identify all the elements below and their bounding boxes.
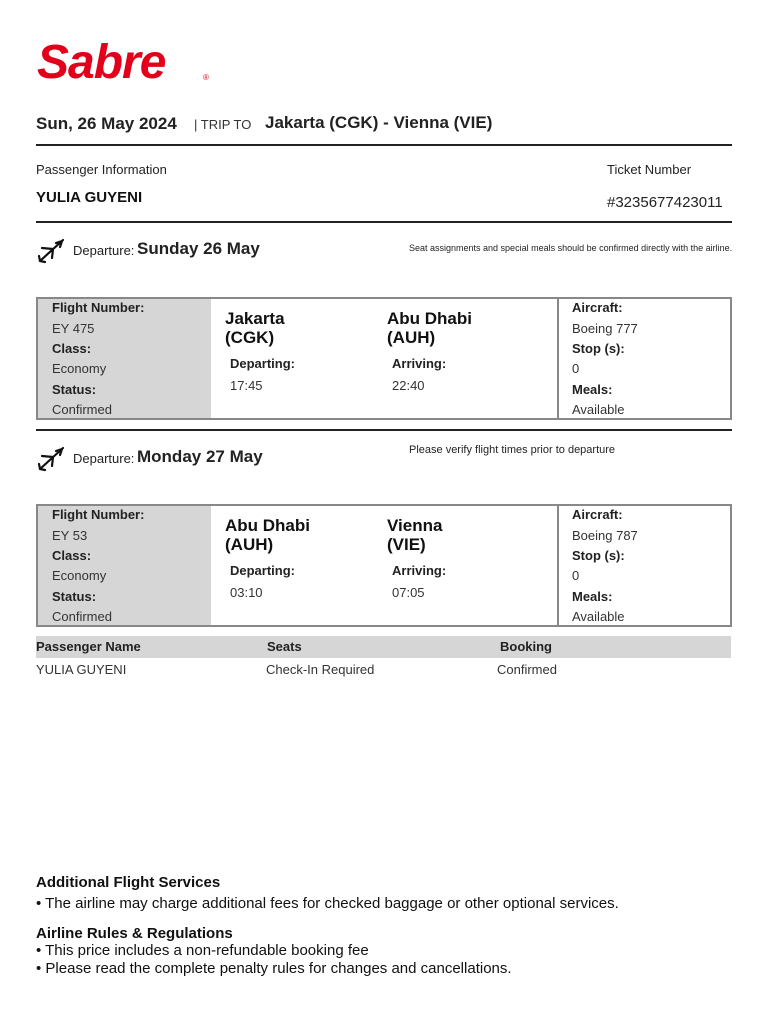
destination-city: Abu Dhabi	[387, 309, 472, 328]
stops-label: Stop (s):	[572, 341, 625, 356]
origin-code: (AUH)	[225, 535, 274, 554]
rules-title: Airline Rules & Regulations	[36, 925, 233, 942]
flight-number-label: Flight Number:	[52, 300, 145, 315]
divider	[557, 299, 559, 418]
passenger-info-label: Passenger Information	[36, 162, 167, 177]
departure-label: Departure:	[73, 243, 135, 258]
column-header: Seats	[267, 639, 302, 654]
status-label: Status:	[52, 589, 97, 604]
origin-city: Jakarta	[225, 309, 285, 328]
list-item: • This price includes a non-refundable booking fee	[36, 942, 369, 959]
trip-route: Jakarta (CGK) - Vienna (VIE)	[265, 113, 493, 132]
stops-label: Stop (s):	[572, 548, 625, 563]
arriving-label: Arriving:	[392, 356, 447, 371]
ticket-number-label: Ticket Number	[607, 162, 692, 177]
class-label: Class:	[52, 341, 92, 356]
flight-segment-box	[36, 297, 732, 420]
column-header: Passenger Name	[36, 639, 141, 654]
departing-label: Departing:	[230, 356, 295, 371]
divider	[36, 429, 732, 431]
departing-time: 17:45	[230, 378, 263, 393]
flight-info-panel	[38, 299, 211, 418]
departing-label: Departing:	[230, 563, 295, 578]
passenger-name: YULIA GUYENI	[36, 189, 143, 206]
departure-label: Departure:	[73, 451, 135, 466]
arriving-label: Arriving:	[392, 563, 447, 578]
flight-number: EY 53	[52, 528, 88, 543]
class-value: Economy	[52, 568, 107, 583]
status-label: Status:	[52, 382, 97, 397]
trip-date: Sun, 26 May 2024	[36, 114, 177, 133]
aircraft-label: Aircraft:	[572, 300, 623, 315]
divider	[36, 221, 732, 223]
meals-value: Available	[572, 402, 625, 417]
segment-note: Please verify flight times prior to departure	[409, 444, 616, 456]
origin-city: Abu Dhabi	[225, 516, 310, 535]
class-label: Class:	[52, 548, 92, 563]
additional-services-title: Additional Flight Services	[36, 874, 221, 891]
table-cell: YULIA GUYENI	[36, 662, 127, 677]
meals-value: Available	[572, 609, 625, 624]
stops-value: 0	[572, 361, 580, 376]
sabre-logo	[35, 36, 215, 86]
stops-value: 0	[572, 568, 580, 583]
trip-to-label: | TRIP TO	[194, 117, 252, 132]
column-header: Booking	[500, 639, 552, 654]
destination-city: Vienna	[387, 516, 443, 535]
ticket-number: #3235677423011	[607, 194, 723, 211]
table-header	[36, 636, 731, 658]
departing-time: 03:10	[230, 585, 263, 600]
aircraft-label: Aircraft:	[572, 507, 623, 522]
table-cell: Check-In Required	[266, 662, 375, 677]
status-value: Confirmed	[52, 609, 112, 624]
arriving-time: 07:05	[392, 585, 425, 600]
departure-date: Sunday 26 May	[137, 239, 260, 258]
destination-code: (VIE)	[387, 535, 426, 554]
trip-summary	[36, 112, 736, 140]
airplane-icon	[36, 442, 68, 474]
svg-text:®: ®	[203, 73, 209, 82]
departure-date: Monday 27 May	[137, 447, 263, 466]
meals-label: Meals:	[572, 382, 613, 397]
list-item: • The airline may charge additional fees for checked baggage or other optional services.	[36, 895, 619, 912]
meals-label: Meals:	[572, 589, 613, 604]
flight-segment-box	[36, 504, 732, 627]
flight-info-panel	[38, 506, 211, 625]
destination-code: (AUH)	[387, 328, 436, 347]
segment-note: Seat assignments and special meals should be confirmed directly with the airline.	[409, 243, 733, 253]
divider	[557, 506, 559, 625]
divider	[36, 144, 732, 146]
departure-header	[36, 234, 736, 270]
svg-text:Sabre: Sabre	[37, 36, 166, 86]
origin-code: (CGK)	[225, 328, 275, 347]
departure-header	[36, 442, 736, 478]
passenger-table	[36, 636, 731, 680]
aircraft-value: Boeing 777	[572, 321, 638, 336]
status-value: Confirmed	[52, 402, 112, 417]
airplane-icon	[36, 234, 68, 266]
list-item: • Please read the complete penalty rules for changes and cancellations.	[36, 960, 512, 977]
aircraft-value: Boeing 787	[572, 528, 638, 543]
flight-number-label: Flight Number:	[52, 507, 145, 522]
table-row	[36, 658, 731, 680]
flight-number: EY 475	[52, 321, 95, 336]
class-value: Economy	[52, 361, 107, 376]
table-cell: Confirmed	[497, 662, 557, 677]
arriving-time: 22:40	[392, 378, 425, 393]
